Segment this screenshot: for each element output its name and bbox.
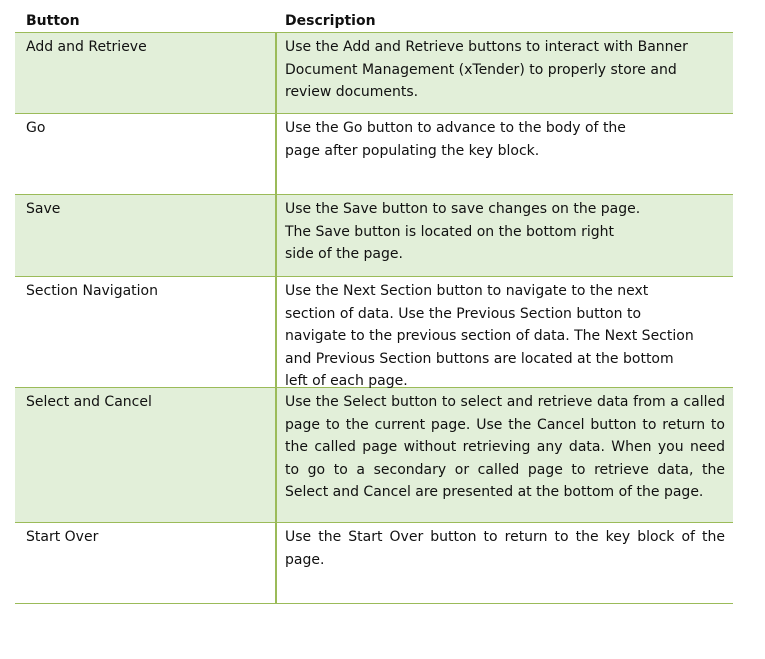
button-name: Select and Cancel — [15, 388, 277, 522]
header-button: Button — [26, 13, 80, 29]
button-name: Start Over — [15, 523, 277, 603]
table-row — [15, 388, 733, 523]
button-name: Add and Retrieve — [15, 33, 277, 113]
table-row — [15, 114, 733, 195]
button-description: Use the Next Section button to navigate to the next section of data. Use the Previous Section button to navigate to the previous section of data. The Next Section and Previous Section buttons are located at the bottom left of each page. — [285, 283, 694, 389]
buttons-table — [15, 9, 733, 604]
button-description: Use the Add and Retrieve buttons to interact with Banner Document Management (xTender) to properly store and review documents. — [285, 39, 688, 100]
table-row — [15, 523, 733, 604]
button-description: Use the Start Over button to return to the key block of the page. — [285, 529, 725, 568]
header-description: Description — [285, 13, 376, 29]
button-description: Use the Go button to advance to the body of the page after populating the key block. — [285, 120, 626, 159]
table-row — [15, 195, 733, 277]
button-description: Use the Select button to select and retrieve data from a called page to the current page. Use the Cancel button to return to the called page without retrieving any data. When you need to go to a secondary or called page to retrieve data, the Select and Cancel are presented at the bottom of the page. — [285, 394, 725, 500]
button-name: Go — [15, 114, 277, 194]
table-header — [15, 9, 733, 33]
button-name: Save — [15, 195, 277, 276]
table-row — [15, 33, 733, 114]
button-description: Use the Save button to save changes on the page. The Save button is located on the bottom right side of the page. — [285, 201, 641, 262]
button-name: Section Navigation — [15, 277, 277, 387]
table-row — [15, 277, 733, 388]
